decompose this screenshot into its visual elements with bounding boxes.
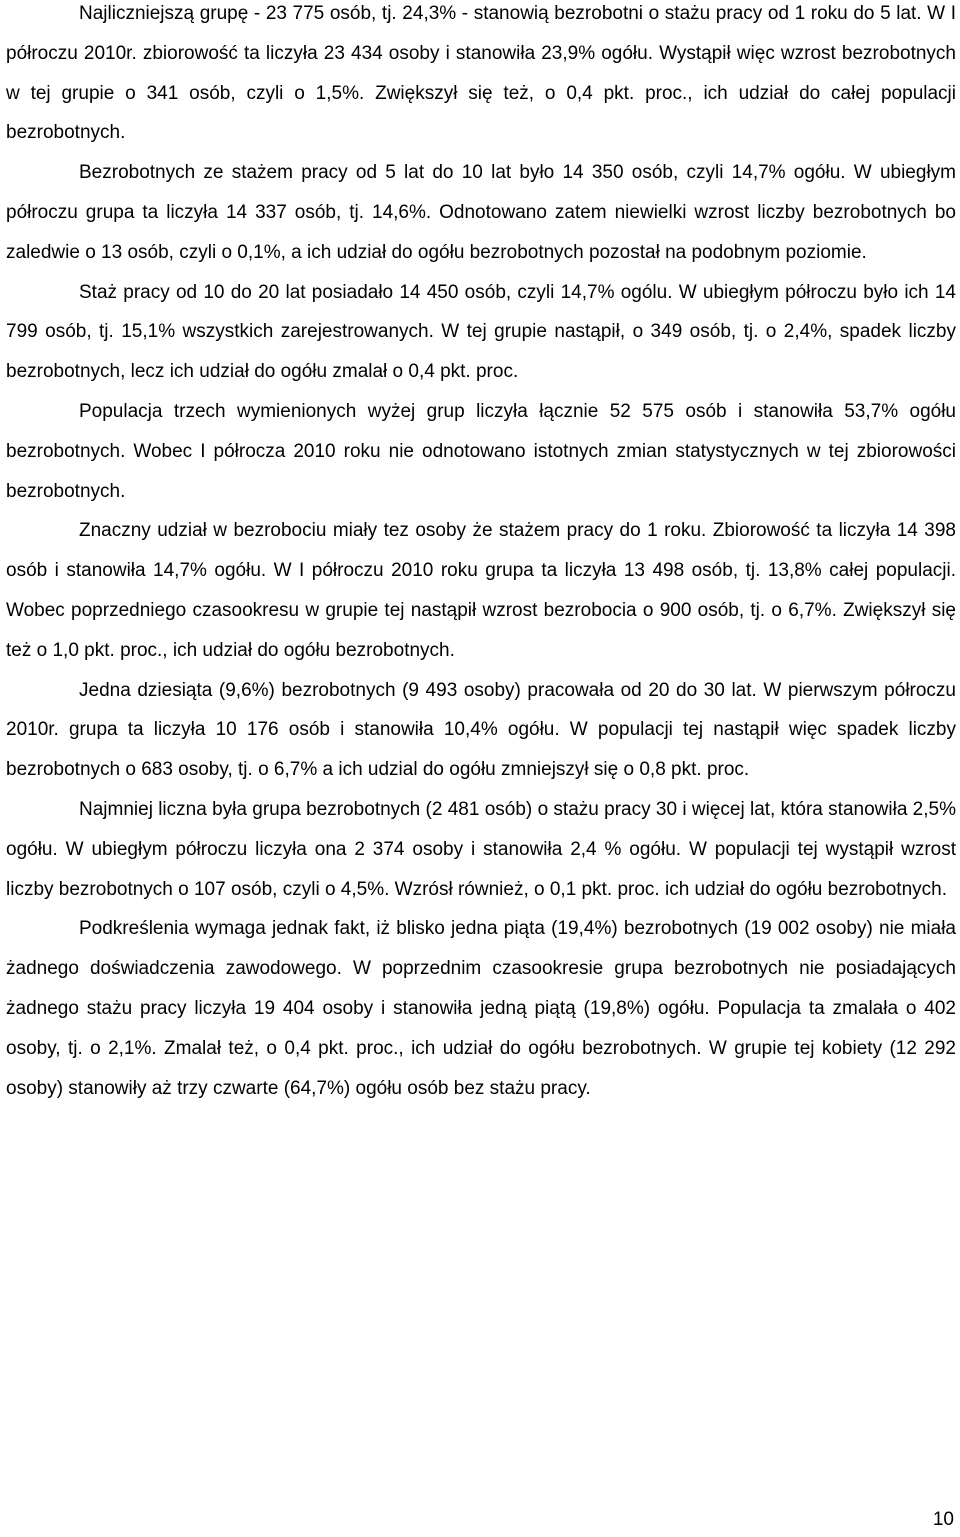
paragraph-8: Podkreślenia wymaga jednak fakt, iż blisko jedna piąta (19,4%) bezrobotnych (19 002 osoby) nie miała żadnego doświadczenia zawodowego. W poprzednim czasookresie grupa bezrobotnych nie posiadających żadnego stażu pracy liczyła 19 404 osoby i stanowiła jedną piątą (19,8%) ogółu. Populacja ta zmalała o 402 osoby, tj. o 2,1%. Zmalał też, o 0,4 pkt. proc., ich udział do ogółu bezrobotnych. W grupie tej kobiety (12 292 osoby) stanowiły aż trzy czwarte (64,7%) ogółu osób bez stażu pracy. [6,918,956,1099]
paragraph-2: Bezrobotnych ze stażem pracy od 5 lat do 10 lat było 14 350 osób, czyli 14,7% ogółu. W ubiegłym półroczu grupa ta liczyła 14 337 osób, tj. 14,6%. Odnotowano zatem niewielki wzrost liczby bezrobotnych bo zaledwie o 13 osób, czyli o 0,1%, a ich udział do ogółu bezrobotnych pozostał na podobnym poziomie. [6,162,956,263]
paragraph-5: Znaczny udział w bezrobociu miały tez osoby że stażem pracy do 1 roku. Zbiorowość ta liczyła 14 398 osób i stanowiła 14,7% ogółu. W I półroczu 2010 roku grupa ta liczyła 13 498 osób, tj. 13,8% całej populacji. Wobec poprzedniego czasookresu w grupie tej nastąpił wzrost bezrobocia o 900 osób, tj. o 6,7%. Zwiększył się też o 1,0 pkt. proc., ich udział do ogółu bezrobotnych. [6,520,956,661]
document-page [6,0,956,1108]
paragraph-3: Staż pracy od 10 do 20 lat posiadało 14 450 osób, czyli 14,7% ogólu. W ubiegłym półroczu było ich 14 799 osób, tj. 15,1% wszystkich zarejestrowanych. W tej grupie nastąpił, o 349 osób, tj. o 2,4%, spadek liczby bezrobotnych, lecz ich udział do ogółu zmalał o 0,4 pkt. proc. [6,281,956,383]
paragraph-4: Populacja trzech wymienionych wyżej grup liczyła łącznie 52 575 osób i stanowiła 53,7% ogółu bezrobotnych. Wobec I półrocza 2010 roku nie odnotowano istotnych zmian statystycznych w tej zbiorowości bezrobotnych. [6,400,956,502]
paragraph-1: Najliczniejszą grupę - 23 775 osób, tj. 24,3% - stanowią bezrobotni o stażu pracy od 1 roku do 5 lat. W I półroczu 2010r. zbiorowość ta liczyła 23 434 osoby i stanowiła 23,9% ogółu. Wystąpił więc wzrost bezrobotnych w tej grupie o 341 osób, czyli o 1,5%. Zwiększył się też, o 0,4 pkt. proc., ich udział do całej populacji bezrobotnych. [6,3,956,144]
paragraph-6: Jedna dziesiąta (9,6%) bezrobotnych (9 493 osoby) pracowała od 20 do 30 lat. W pierwszym półroczu 2010r. grupa ta liczyła 10 176 osób i stanowiła 10,4% ogółu. W populacji tej nastąpił więc spadek liczby bezrobotnych o 683 osoby, tj. o 6,7% a ich udzial do ogółu zmniejszył się o 0,8 pkt. proc. [6,679,956,781]
page-number: 10 [932,1509,954,1530]
paragraph-7: Najmniej liczna była grupa bezrobotnych (2 481 osób) o stażu pracy 30 i więcej lat, która stanowiła 2,5% ogółu. W ubiegłym półroczu liczyła ona 2 374 osoby i stanowiła 2,4 % ogółu. W populacji tej wystąpił wzrost liczby bezrobotnych o 107 osób, czyli o 4,5%. Wzrósł również, o 0,1 pkt. proc. ich udział do ogółu bezrobotnych. [6,798,956,900]
